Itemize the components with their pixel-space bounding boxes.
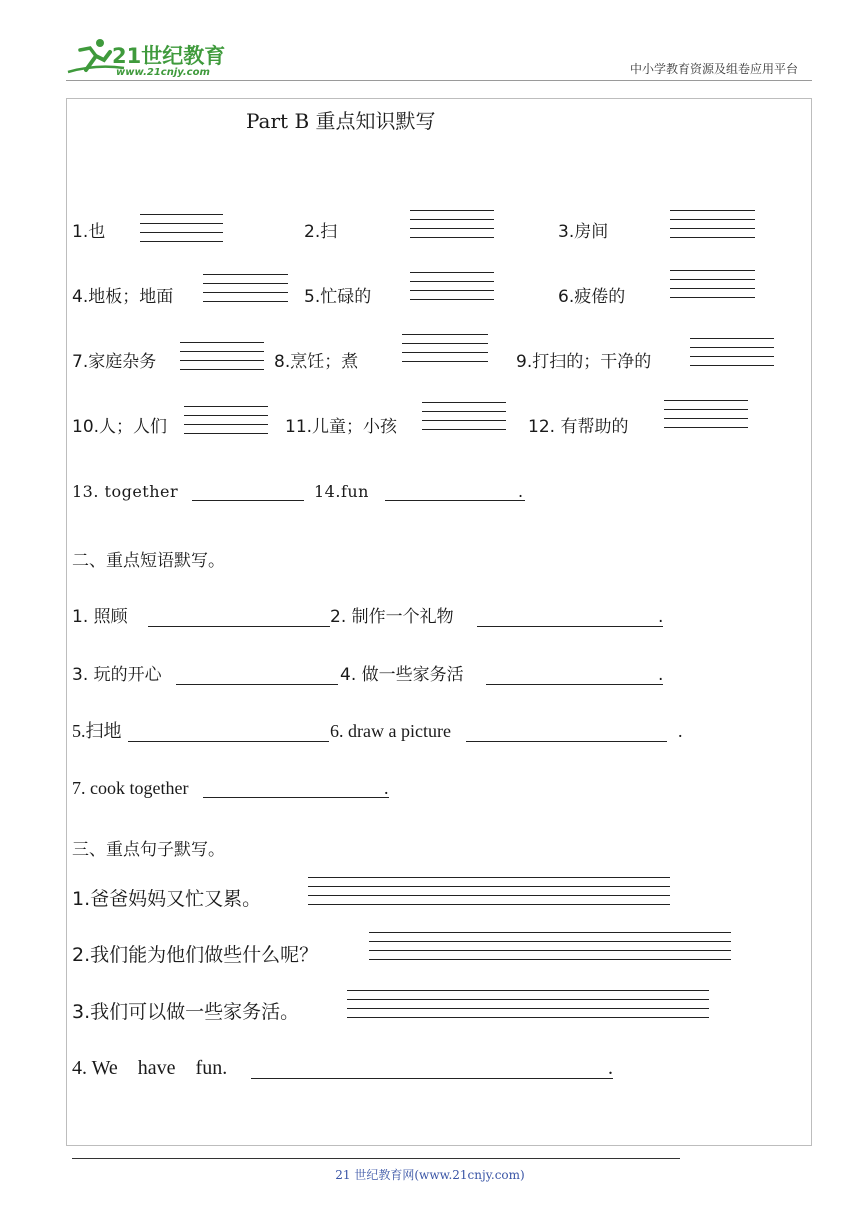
sentence-item-label: 2.我们能为他们做些什么呢？	[72, 944, 319, 966]
phrase-item-blank[interactable]	[128, 741, 329, 742]
vocab-item: 5.忙碌的	[304, 287, 372, 307]
section-3-heading: 三、重点句子默写。	[72, 840, 225, 860]
sentence-item-4-end: .	[608, 1057, 613, 1079]
phrase-item-blank[interactable]	[148, 626, 330, 627]
phrase-item-end: .	[658, 665, 664, 685]
vocab-answer-lines[interactable]	[140, 214, 223, 250]
phrase-item-label: 1. 照顾	[72, 607, 128, 627]
vocab-answer-lines[interactable]	[410, 272, 494, 308]
phrase-item-label: 6. draw a picture	[330, 721, 451, 741]
phrase-item-blank[interactable]	[486, 684, 663, 685]
vocab-item: 6.疲倦的	[558, 287, 626, 307]
vocab-item: 1.也	[72, 222, 106, 242]
vocab-answer-lines[interactable]	[664, 400, 748, 436]
vocab-answer-lines[interactable]	[203, 274, 288, 310]
phrase-item-blank[interactable]	[176, 684, 338, 685]
vocab-item: 10.人；人们	[72, 417, 168, 437]
phrase-item-blank[interactable]	[466, 741, 667, 742]
phrase-item-end: .	[678, 721, 683, 741]
vocab-item-13-label: 13. together	[72, 482, 179, 501]
footer-divider	[72, 1158, 680, 1159]
vocab-answer-lines[interactable]	[422, 402, 506, 438]
vocab-answer-lines[interactable]	[180, 342, 264, 378]
vocab-item: 11.儿童；小孩	[285, 417, 398, 437]
sentence-item-label: 1.爸爸妈妈又忙又累。	[72, 888, 262, 910]
vocab-item: 4.地板；地面	[72, 287, 174, 307]
phrase-item-blank[interactable]	[203, 797, 389, 798]
part-b-title: Part B 重点知识默写	[246, 109, 436, 133]
sentence-item-label: 3.我们可以做一些家务活。	[72, 1001, 300, 1023]
vocab-answer-lines[interactable]	[410, 210, 494, 246]
vocab-item: 2.扫	[304, 222, 338, 242]
header-divider	[66, 80, 812, 81]
site-logo	[66, 34, 236, 82]
vocab-item: 7.家庭杂务	[72, 352, 157, 372]
vocab-item: 9.打扫的；干净的	[516, 352, 652, 372]
sentence-item-4-label: 4. We have fun.	[72, 1057, 228, 1079]
phrase-item-label: 3. 玩的开心	[72, 665, 162, 685]
phrase-item-label: 4. 做一些家务活	[340, 665, 464, 685]
vocab-item-14-end: .	[518, 482, 524, 501]
vocab-item-13-blank[interactable]	[192, 500, 304, 501]
vocab-answer-lines[interactable]	[670, 270, 755, 306]
sentence-answer-lines[interactable]	[347, 990, 709, 1026]
logo-text: 21世纪教育	[112, 44, 226, 68]
vocab-item-14-label: 14.fun	[314, 482, 369, 501]
vocab-item-14-blank[interactable]	[385, 500, 525, 501]
phrase-item-end: .	[658, 607, 664, 627]
vocab-item: 12. 有帮助的	[528, 417, 629, 437]
sentence-item-4-blank[interactable]	[251, 1078, 613, 1079]
sentence-answer-lines[interactable]	[308, 877, 670, 913]
vocab-answer-lines[interactable]	[402, 334, 488, 370]
vocab-answer-lines[interactable]	[184, 406, 268, 442]
platform-tagline: 中小学教育资源及组卷应用平台	[629, 62, 798, 76]
sentence-answer-lines[interactable]	[369, 932, 731, 968]
vocab-answer-lines[interactable]	[670, 210, 755, 246]
vocab-item: 3.房间	[558, 222, 609, 242]
footer-link[interactable]: 21 世纪教育网(www.21cnjy.com)	[335, 1168, 525, 1182]
section-2-heading: 二、重点短语默写。	[72, 551, 225, 571]
phrase-item-blank[interactable]	[477, 626, 663, 627]
phrase-item-label: 5.扫地	[72, 721, 122, 741]
vocab-answer-lines[interactable]	[690, 338, 774, 374]
phrase-item-label: 2. 制作一个礼物	[330, 607, 454, 627]
vocab-item: 8.烹饪；煮	[274, 352, 359, 372]
phrase-item-end: .	[384, 778, 389, 798]
logo-url: www.21cnjy.com	[116, 67, 210, 78]
phrase-item-label: 7. cook together	[72, 778, 189, 798]
